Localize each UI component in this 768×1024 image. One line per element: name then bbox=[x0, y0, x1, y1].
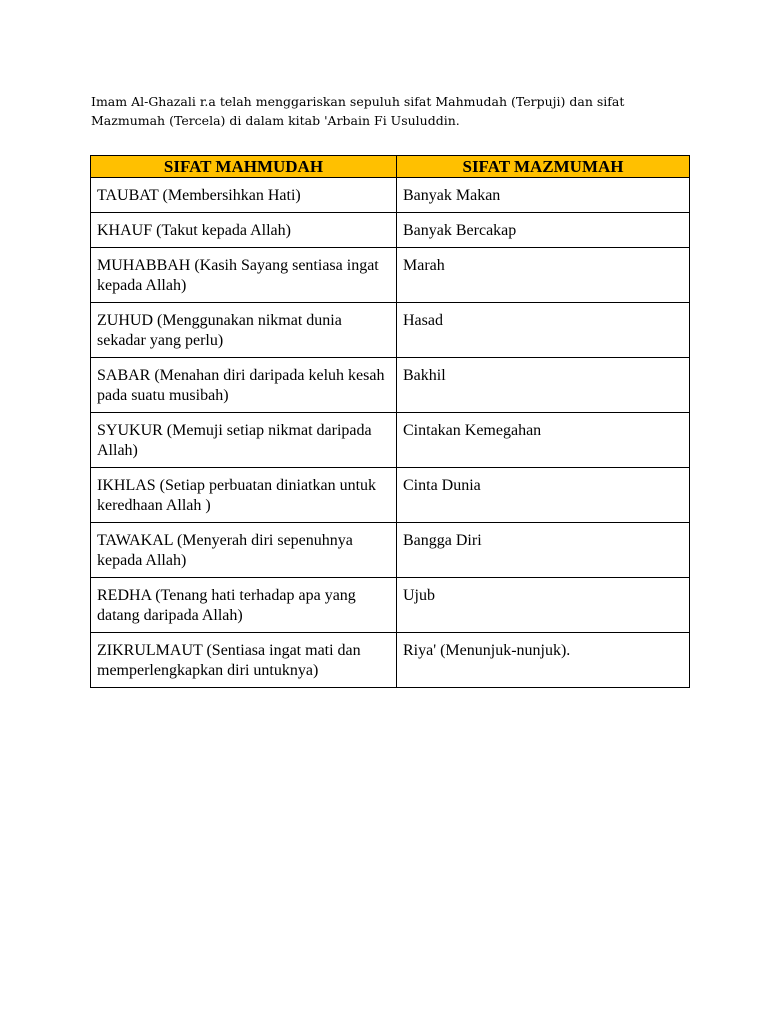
mazmumah-cell: Banyak Makan bbox=[397, 178, 690, 213]
table-row bbox=[91, 523, 690, 578]
mahmudah-cell: REDHA (Tenang hati terhadap apa yang datang daripada Allah) bbox=[91, 578, 397, 633]
mahmudah-cell: ZUHUD (Menggunakan nikmat dunia sekadar yang perlu) bbox=[91, 303, 397, 358]
mahmudah-cell: MUHABBAH (Kasih Sayang sentiasa ingat kepada Allah) bbox=[91, 248, 397, 303]
table-row bbox=[91, 468, 690, 523]
table-row bbox=[91, 178, 690, 213]
mazmumah-cell: Marah bbox=[397, 248, 690, 303]
intro-line-2: Mazmumah (Tercela) di dalam kitab 'Arbain Fi Usuluddin. bbox=[91, 113, 460, 128]
mazmumah-cell: Bangga Diri bbox=[397, 523, 690, 578]
header-sifat-mazmumah: SIFAT MAZMUMAH bbox=[397, 156, 690, 178]
mahmudah-cell: SABAR (Menahan diri daripada keluh kesah pada suatu musibah) bbox=[91, 358, 397, 413]
header-sifat-mahmudah: SIFAT MAHMUDAH bbox=[91, 156, 397, 178]
mahmudah-cell: ZIKRULMAUT (Sentiasa ingat mati dan memperlengkapkan diri untuknya) bbox=[91, 633, 397, 688]
table-row bbox=[91, 578, 690, 633]
mazmumah-cell: Bakhil bbox=[397, 358, 690, 413]
table-row bbox=[91, 248, 690, 303]
intro-line-1: Imam Al-Ghazali r.a telah menggariskan sepuluh sifat Mahmudah (Terpuji) dan sifat bbox=[91, 94, 625, 109]
table-row bbox=[91, 413, 690, 468]
mahmudah-cell: IKHLAS (Setiap perbuatan diniatkan untuk keredhaan Allah ) bbox=[91, 468, 397, 523]
mazmumah-cell: Cintakan Kemegahan bbox=[397, 413, 690, 468]
mahmudah-cell: TAWAKAL (Menyerah diri sepenuhnya kepada Allah) bbox=[91, 523, 397, 578]
mahmudah-cell: TAUBAT (Membersihkan Hati) bbox=[91, 178, 397, 213]
mazmumah-cell: Ujub bbox=[397, 578, 690, 633]
mahmudah-cell: SYUKUR (Memuji setiap nikmat daripada Allah) bbox=[91, 413, 397, 468]
table-row bbox=[91, 303, 690, 358]
mazmumah-cell: Cinta Dunia bbox=[397, 468, 690, 523]
table-header-row bbox=[91, 156, 690, 178]
table-row bbox=[91, 213, 690, 248]
mahmudah-cell: KHAUF (Takut kepada Allah) bbox=[91, 213, 397, 248]
intro-paragraph bbox=[91, 92, 691, 130]
sifat-table bbox=[90, 155, 690, 688]
mazmumah-cell: Riya' (Menunjuk-nunjuk). bbox=[397, 633, 690, 688]
table-row bbox=[91, 358, 690, 413]
mazmumah-cell: Banyak Bercakap bbox=[397, 213, 690, 248]
table-row bbox=[91, 633, 690, 688]
mazmumah-cell: Hasad bbox=[397, 303, 690, 358]
